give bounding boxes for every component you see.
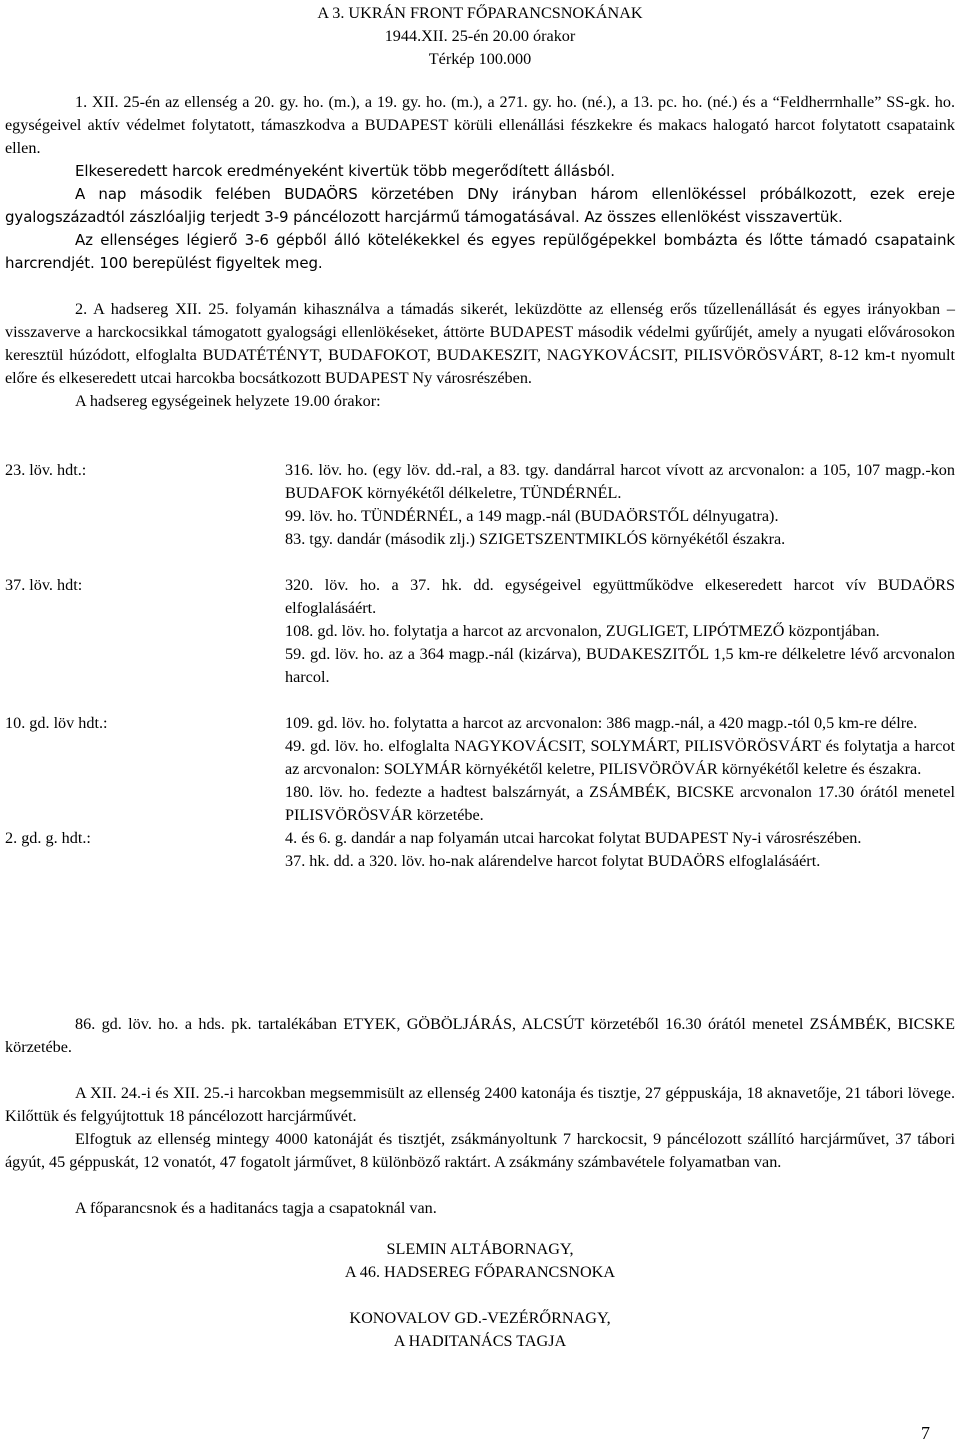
unit-body — [285, 459, 955, 551]
unit-line: 108. gd. löv. ho. folytatja a harcot az arcvonalon, ZUGLIGET, LIPÓTMEZŐ központjában. — [285, 622, 880, 640]
section-1-paragraph-1: 1. XII. 25-én az ellenség a 20. gy. ho. (m.), a 19. gy. ho. (m.), a 271. gy. ho. (né.), a 13. pc. ho. (né.) és a “Feldherrnhalle” SS-gk. ho. egységeivel aktív védelmet folytatott, támaszkodva a BUDAPEST körüli ellenállási fészkekre és makacs halogató harcot folytatott csapataink ellen. — [5, 93, 955, 157]
header-addressee: A 3. UKRÁN FRONT FŐPARANCSNOKÁNAK — [317, 4, 643, 22]
section-1-paragraph-3: A nap második felében BUDAÖRS körzetében DNy irányban három ellenlökéssel próbálkozott, ezek ereje gyalogszázadtól zászlóaljig terjedt 3-9 páncélozott harcjármű támogatásával. Az összes ellenlökést visszavertük. — [5, 185, 955, 226]
signature-title: A HADITANÁCS TAGJA — [393, 1332, 567, 1350]
section-2-paragraph-1: 2. A hadsereg XII. 25. folyamán kihasználva a támadás sikerét, leküzdötte az ellenség erős tűzellenállását és egyes irányokban – visszaverve a harckocsikkal támogatott gyalogsági ellenlökéseket, áttörte BUDAPEST második védelmi gyűrűjét, amely a nyugati elővárosokon keresztül húzódott, elfoglalta BUDATÉTÉNYT, BUDAFOKOT, BUDAKESZIT, NAGYKOVÁCSIT, PILISVÖRÖSVÁRT, 8-12 km-t nyomult előre és elkeseredett utcai harcokba bocsátkozott BUDAPEST Ny városrészében. — [5, 300, 955, 387]
unit-line: 316. löv. ho. (egy löv. dd.-ral, a 83. tgy. dandárral harcot vívott az arcvonalon: a 105, 107 magp.-kon BUDAFOK környékétől délkeletre, TÜNDÉRNÉL. — [285, 461, 955, 502]
signature-title: A 46. HADSEREG FŐPARANCSNOKA — [344, 1263, 616, 1281]
losses-paragraph: A XII. 24.-i és XII. 25.-i harcokban megsemmisült az ellenség 2400 katonája és tisztje, 27 géppuskája, 18 aknavetője, 21 tábori lövege. Kilőttük és felgyújtottuk 18 páncélozott harcjárművét. — [5, 1084, 955, 1125]
unit-entry — [5, 712, 955, 827]
unit-body — [285, 827, 955, 873]
signature-name: SLEMIN ALTÁBORNAGY, — [386, 1240, 574, 1258]
section-2 — [5, 298, 955, 413]
unit-line: 49. gd. löv. ho. elfoglalta NAGYKOVÁCSIT, SOLYMÁRT, PILISVÖRÖSVÁRT és folytatja a harcot az arcvonalon: SOLYMÁR környékétől keletre, PILISVÖRÖVÁR környékétől keletre és északra. — [285, 737, 955, 778]
section-1-paragraph-4: Az ellenséges légierő 3-6 gépből álló kötelékekkel és egyes repülőgépekkel bombázta és lőtte támadó csapataink harcrendjét. 100 berepülést figyeltek meg. — [5, 231, 955, 272]
unit-body — [285, 712, 955, 827]
signature-block-2 — [0, 1307, 960, 1353]
unit-line: 320. löv. ho. a 37. hk. dd. egységeivel együttműködve elkeseredett harcot vív BUDAÖRS elfoglalásáért. — [285, 576, 955, 617]
unit-label: 23. löv. hdt.: — [5, 461, 87, 479]
unit-line: 83. tgy. dandár (második zlj.) SZIGETSZENTMIKLÓS környékétől északra. — [285, 530, 786, 548]
unit-line: 99. löv. ho. TÜNDÉRNÉL, a 149 magp.-nál (BUDAÖRSTŐL délnyugatra). — [285, 507, 779, 525]
unit-label: 37. löv. hdt: — [5, 576, 83, 594]
reserve-paragraph: 86. gd. löv. ho. a hds. pk. tartalékában ETYEK, GÖBÖLJÁRÁS, ALCSÚT körzetéből 16.30 órától menetel ZSÁMBÉK, BICSKE körzetébe. — [5, 1015, 955, 1056]
signature-name: KONOVALOV GD.-VEZÉRŐRNAGY, — [349, 1309, 611, 1327]
unit-list — [5, 459, 955, 873]
command-location-paragraph: A főparancsnok és a haditanács tagja a csapatoknál van. — [75, 1199, 437, 1217]
unit-entry — [5, 827, 955, 873]
section-1-paragraph-2: Elkeseredett harcok eredményeként kivertük több megerődített állásból. — [75, 162, 615, 180]
unit-line: 109. gd. löv. ho. folytatta a harcot az arcvonalon: 386 magp.-nál, a 420 magp.-tól 0,5 km-re délre. — [285, 714, 918, 732]
section-2-paragraph-2: A hadsereg egységeinek helyzete 19.00 órakor: — [75, 392, 381, 410]
signature-block-1 — [0, 1238, 960, 1284]
header-datetime: 1944.XII. 25-én 20.00 órakor — [384, 27, 576, 45]
unit-entry — [5, 459, 955, 551]
unit-label: 10. gd. löv hdt.: — [5, 714, 108, 732]
header-map-scale: Térkép 100.000 — [428, 50, 532, 68]
section-1 — [5, 91, 955, 275]
page-number: 7 — [921, 1423, 930, 1443]
unit-label: 2. gd. g. hdt.: — [5, 829, 91, 847]
document-header — [0, 0, 960, 71]
unit-line: 59. gd. löv. ho. az a 364 magp.-nál (kizárva), BUDAKESZITŐL 1,5 km-re délkeletre lévő arcvonalon harcol. — [285, 645, 955, 686]
section-3 — [5, 1013, 955, 1220]
unit-body — [285, 574, 955, 689]
unit-entry — [5, 574, 955, 689]
unit-line: 180. löv. ho. fedezte a hadtest balszárnyát, a ZSÁMBÉK, BICSKE arcvonalon 17.30 órától menetel PILISVÖRÖSVÁR körzetébe. — [285, 783, 955, 824]
captured-paragraph: Elfogtuk az ellenség mintegy 4000 katonáját és tisztjét, zsákmányoltunk 7 harckocsit, 9 páncélozott szállító harcjárművet, 37 tábori ágyút, 45 géppuskát, 12 vonatót, 47 fogatolt járművet, 8 különböző raktárt. A zsákmány számbavétele folyamatban van. — [5, 1130, 955, 1171]
unit-line: 37. hk. dd. a 320. löv. ho-nak alárendelve harcot folytat BUDAÖRS elfoglalásáért. — [285, 852, 821, 870]
unit-line: 4. és 6. g. dandár a nap folyamán utcai harcokat folytat BUDAPEST Ny-i városrészében. — [285, 829, 862, 847]
